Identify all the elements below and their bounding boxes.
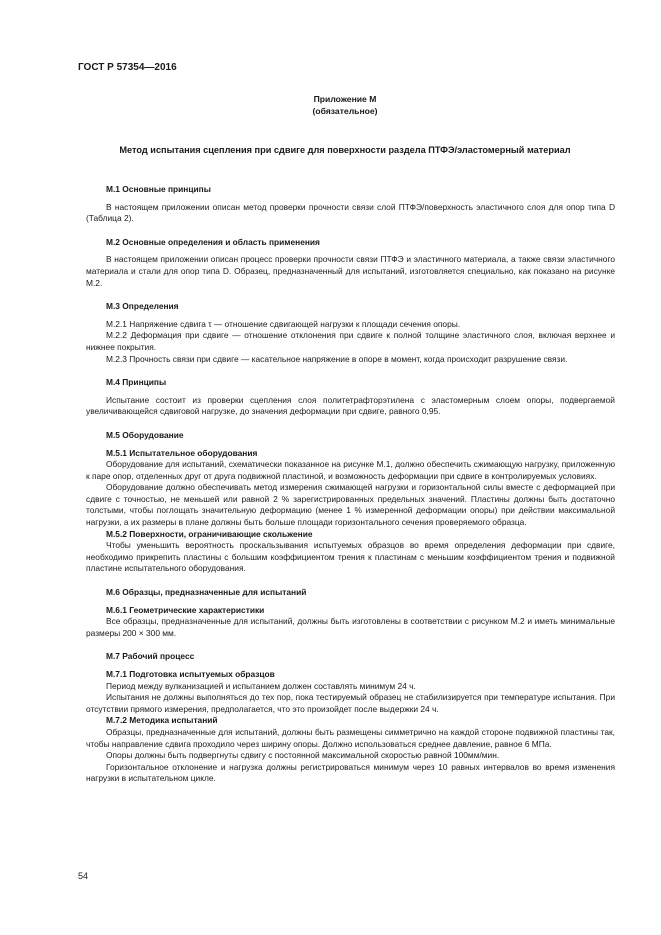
appendix-status: (обязательное) [312, 106, 378, 116]
section-heading: М.6 Образцы, предназначенные для испытаний [106, 587, 307, 598]
appendix-heading [240, 93, 450, 117]
section-heading: М.7 Рабочий процесс [106, 651, 195, 662]
paragraph: В настоящем приложении описан процесс проверки прочности связи ПТФЭ и эластичного материала, а также связи эластичного материала и стали для опор типа D. Образец, предназначенный для испытаний, изготовляется специально, как показано на рисунке М.2. [86, 254, 615, 288]
paragraph: Горизонтальное отклонение и нагрузка должны регистрироваться минимум через 10 равных интервалов во время изменения нагрузки в испытательном цикле. [86, 761, 615, 784]
paragraph: Образцы, предназначенные для испытаний, должны быть размещены симметрично на каждой стороне подвижной пластины так, чтобы направление сдвига проходило через ширину опоры. Должно использоваться среднее давление, равное 6 МПа. [86, 726, 615, 749]
paragraph: Чтобы уменьшить вероятность проскальзывания испытуемых образцов во время определения деформации при сдвиге, необходимо прикрепить пластины с большим коэффициентом трения к пластинам с меньшим коэффициентом трения и подвижной пластине испытательного оборудования. [86, 540, 615, 574]
paragraph: Период между вулканизацией и испытанием должен составлять минимум 24 ч. [106, 680, 416, 691]
document-title: Метод испытания сцепления при сдвиге для поверхности раздела ПТФЭ/эластомерный материал [119, 145, 571, 155]
paragraph: М.2.3 Прочность связи при сдвиге — касательное напряжение в опоре в момент, когда происходит разрушение связи. [106, 353, 568, 364]
page-number: 54 [78, 871, 89, 881]
subsection-heading: М.7.1 Подготовка испытуемых образцов [106, 669, 275, 679]
paragraph: Опоры должны быть подвергнуты сдвигу с постоянной максимальной скоростью равной 100мм/мин. [106, 750, 500, 761]
section-heading: М.4 Принципы [106, 377, 167, 388]
section-heading: М.2 Основные определения и область применения [106, 236, 320, 247]
subsection-heading: М.5.2 Поверхности, ограничивающие скольжение [106, 528, 313, 539]
section-heading: М.3 Определения [106, 301, 179, 312]
paragraph: В настоящем приложении описан метод проверки прочности связи слой ПТФЭ/поверхность эластичного слоя для опор типа D (Таблица 2). [86, 201, 615, 224]
subsection-heading: М.7.2 Методика испытаний [106, 715, 218, 726]
section-heading: М.1 Основные принципы [106, 184, 211, 194]
paragraph: Оборудование должно обеспечивать метод измерения сжимающей нагрузки и горизонтальной силы вместе с деформацией при сдвиге с точностью, не меньшей или равной 2 % зарегистрированных предельных значений. Пластины должны быть достаточно толстыми, чтобы поглощать значительную деформацию (менее 1 % измеренной деформации опоры) при действии максимальной нагрузки, а их размеры в плане должны быть больше площади горизонтального сечения проверяемого образца. [86, 482, 615, 528]
paragraph: Испытание состоит из проверки сцепления слоя политетрафторэтилена с эластомерным слоем опоры, подвергаемой увеличивающейся сдвиговой нагрузке, до значения деформации при сдвиге, равного 0,95. [86, 394, 615, 417]
document-body [86, 184, 615, 785]
paragraph: Все образцы, предназначенные для испытаний, должны быть изготовлены в соответствии с рисунком М.2 и иметь минимальные размеры 200 × 300 мм. [86, 616, 615, 638]
paragraph: М.2.2 Деформация при сдвиге — отношение отклонения при сдвиге к полной толщине эластичного слоя, включая верхнее и нижнее покрытия. [86, 330, 615, 352]
subsection-heading: М.6.1 Геометрические характеристики [106, 604, 265, 615]
subsection-heading: М.5.1 Испытательное оборудования [106, 447, 258, 458]
document-header: ГОСТ Р 57354—2016 [78, 62, 177, 73]
paragraph: Оборудование для испытаний, схематически показанное на рисунке М.1, должно обеспечить сжимающую нагрузку, приложенную к паре опор, отделенных друг от друга подвижной пластиной, и возможность деформации при сдвиге в контролируемых условиях. [86, 459, 615, 481]
section-heading: М.5 Оборудование [106, 429, 184, 440]
appendix-title: Приложение М [313, 94, 377, 104]
paragraph: Испытания не должны выполняться до тех пор, пока тестируемый образец не стабилизируется при температуре испытания. При отсутствии прямого измерения, предполагается, что это произойдет после выдержки 24 ч. [86, 692, 615, 714]
paragraph: М.2.1 Напряжение сдвига τ — отношение сдвигающей нагрузки к площади сечения опоры. [106, 318, 461, 329]
